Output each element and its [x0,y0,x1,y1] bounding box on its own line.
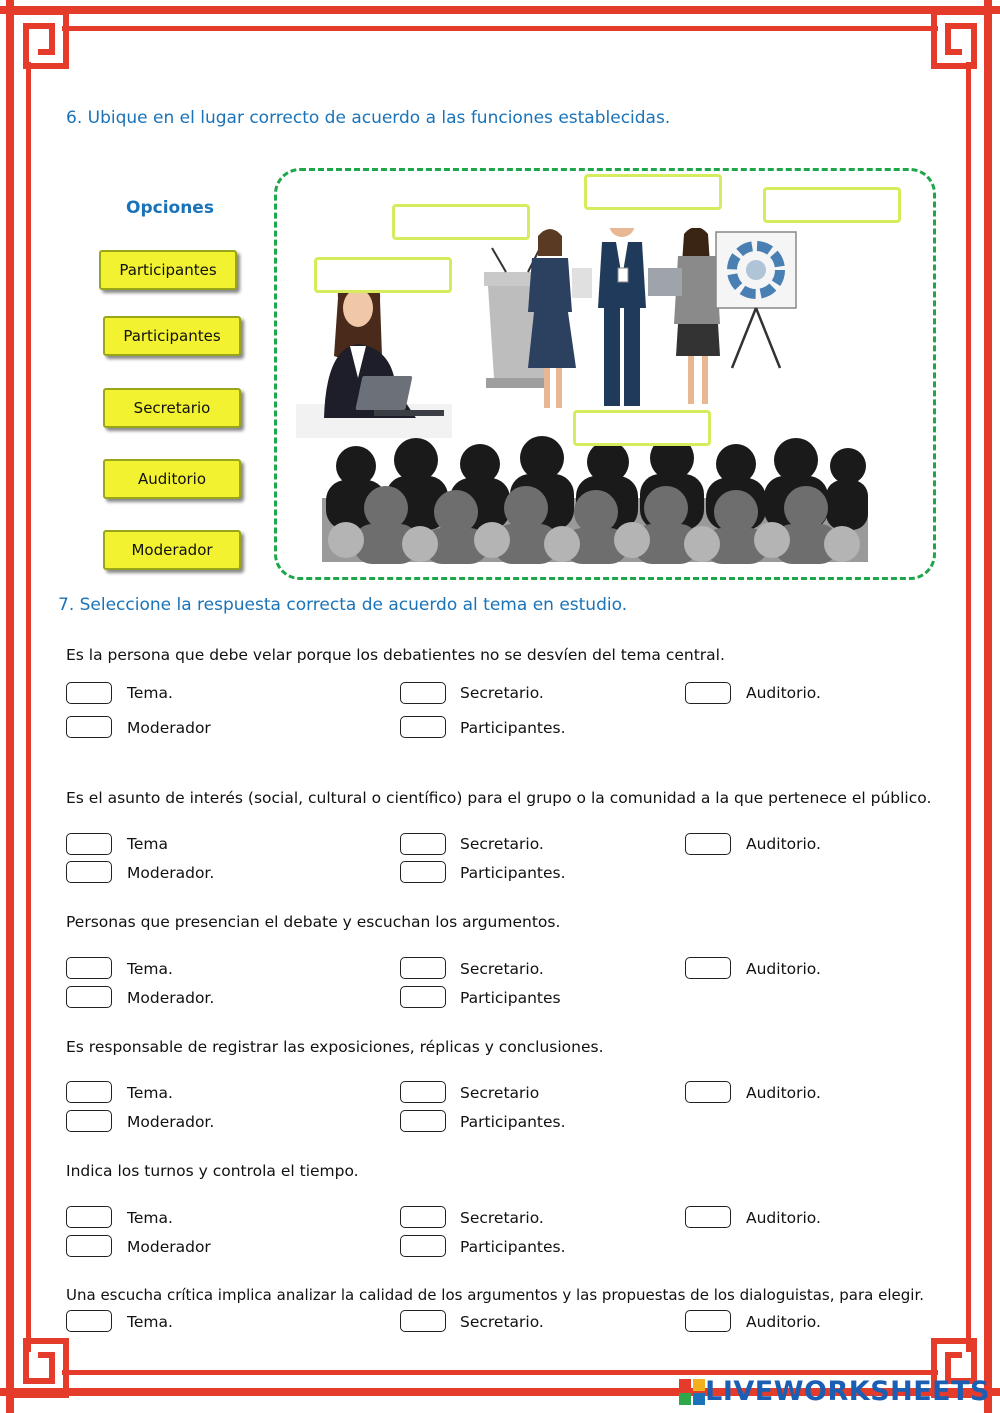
q4-answer-tema: Tema. [127,1084,173,1102]
frame-left-outer [6,0,14,1413]
q4-answer-auditorio: Auditorio. [746,1084,821,1102]
question-5-text: Indica los turnos y controla el tiempo. [66,1162,359,1180]
drop-target-1[interactable] [584,174,722,210]
q2-checkbox-secretario[interactable] [400,833,446,855]
q4-checkbox-secretario[interactable] [400,1081,446,1103]
brand-name: LIVEWORKSHEETS [705,1376,990,1407]
q2-answer-secretario: Secretario. [460,835,544,853]
option-participantes-1[interactable]: Participantes [99,250,237,290]
q5-answer-participantes: Participantes. [460,1238,566,1256]
q2-answer-participantes: Participantes. [460,864,566,882]
section7-title: 7. Seleccione la respuesta correcta de acuerdo al tema en estudio. [58,595,628,615]
q1-checkbox-participantes[interactable] [400,716,446,738]
q4-checkbox-participantes[interactable] [400,1110,446,1132]
section6-title: 6. Ubique en el lugar correcto de acuerdo a las funciones establecidas. [66,108,671,128]
q3-checkbox-secretario[interactable] [400,957,446,979]
presenter-woman-2 [648,228,720,404]
q1-answer-participantes: Participantes. [460,719,566,737]
q6-checkbox-tema[interactable] [66,1310,112,1332]
q4-answer-participantes: Participantes. [460,1113,566,1131]
q6-checkbox-auditorio[interactable] [685,1310,731,1332]
drop-target-5[interactable] [573,410,711,446]
q1-checkbox-secretario[interactable] [400,682,446,704]
presenter-man [598,228,646,406]
q5-checkbox-tema[interactable] [66,1206,112,1228]
question-1-text: Es la persona que debe velar porque los debatientes no se desvíen del tema central. [66,646,725,664]
q3-checkbox-tema[interactable] [66,957,112,979]
q4-checkbox-auditorio[interactable] [685,1081,731,1103]
question-4-text: Es responsable de registrar las exposiciones, réplicas y conclusiones. [66,1038,604,1056]
options-title: Opciones [126,198,214,218]
drop-target-3[interactable] [392,204,530,240]
option-secretario[interactable]: Secretario [103,388,241,428]
q5-checkbox-participantes[interactable] [400,1235,446,1257]
q3-checkbox-auditorio[interactable] [685,957,731,979]
frame-right-outer [984,0,992,1413]
frame-right-inner [966,62,971,1352]
q6-answer-tema: Tema. [127,1313,173,1331]
q2-answer-tema: Tema [127,835,168,853]
q5-checkbox-moderador[interactable] [66,1235,112,1257]
q6-answer-secretario: Secretario. [460,1313,544,1331]
q1-checkbox-moderador[interactable] [66,716,112,738]
q2-answer-auditorio: Auditorio. [746,835,821,853]
frame-corner-top-right [930,8,992,70]
q3-answer-auditorio: Auditorio. [746,960,821,978]
option-participantes-2[interactable]: Participantes [103,316,241,356]
q3-answer-moderador: Moderador. [127,989,215,1007]
q3-answer-tema: Tema. [127,960,173,978]
q6-checkbox-secretario[interactable] [400,1310,446,1332]
q2-checkbox-moderador[interactable] [66,861,112,883]
q1-checkbox-auditorio[interactable] [685,682,731,704]
option-moderador[interactable]: Moderador [103,530,241,570]
drop-target-2[interactable] [763,187,901,223]
drop-target-4[interactable] [314,257,452,293]
frame-bottom-inner [62,1370,938,1375]
q1-answer-tema: Tema. [127,684,173,702]
q1-checkbox-tema[interactable] [66,682,112,704]
q1-answer-moderador: Moderador [127,719,211,737]
q5-answer-auditorio: Auditorio. [746,1209,821,1227]
q5-answer-secretario: Secretario. [460,1209,544,1227]
question-6-text: Una escucha crítica implica analizar la calidad de los argumentos y las propuestas de los dialoguistas, para elegir. [66,1286,924,1304]
frame-top-outer [0,6,1000,14]
q5-checkbox-auditorio[interactable] [685,1206,731,1228]
q5-checkbox-secretario[interactable] [400,1206,446,1228]
q2-checkbox-auditorio[interactable] [685,833,731,855]
frame-corner-bottom-left [8,1337,70,1399]
q4-answer-secretario: Secretario [460,1084,540,1102]
question-3-text: Personas que presencian el debate y escuchan los argumentos. [66,913,561,931]
q5-answer-tema: Tema. [127,1209,173,1227]
presentation-board [716,232,796,368]
liveworksheets-logo-icon [679,1379,705,1405]
q4-checkbox-tema[interactable] [66,1081,112,1103]
frame-left-inner [26,62,31,1352]
audience-silhouettes [322,436,868,564]
q2-checkbox-participantes[interactable] [400,861,446,883]
q6-answer-auditorio: Auditorio. [746,1313,821,1331]
q1-answer-secretario: Secretario. [460,684,544,702]
q2-answer-moderador: Moderador. [127,864,215,882]
liveworksheets-logo [679,1376,990,1407]
secretary-figure [296,276,452,438]
q3-checkbox-moderador[interactable] [66,986,112,1008]
frame-corner-top-left [8,8,70,70]
option-auditorio[interactable]: Auditorio [103,459,241,499]
q3-answer-participantes: Participantes [460,989,561,1007]
question-2-text: Es el asunto de interés (social, cultural o científico) para el grupo o la comunidad a la que pertenece el público. [66,789,932,807]
q3-checkbox-participantes[interactable] [400,986,446,1008]
q2-checkbox-tema[interactable] [66,833,112,855]
q4-answer-moderador: Moderador. [127,1113,215,1131]
q1-answer-auditorio: Auditorio. [746,684,821,702]
q4-checkbox-moderador[interactable] [66,1110,112,1132]
frame-top-inner [62,26,938,31]
q5-answer-moderador: Moderador [127,1238,211,1256]
q3-answer-secretario: Secretario. [460,960,544,978]
